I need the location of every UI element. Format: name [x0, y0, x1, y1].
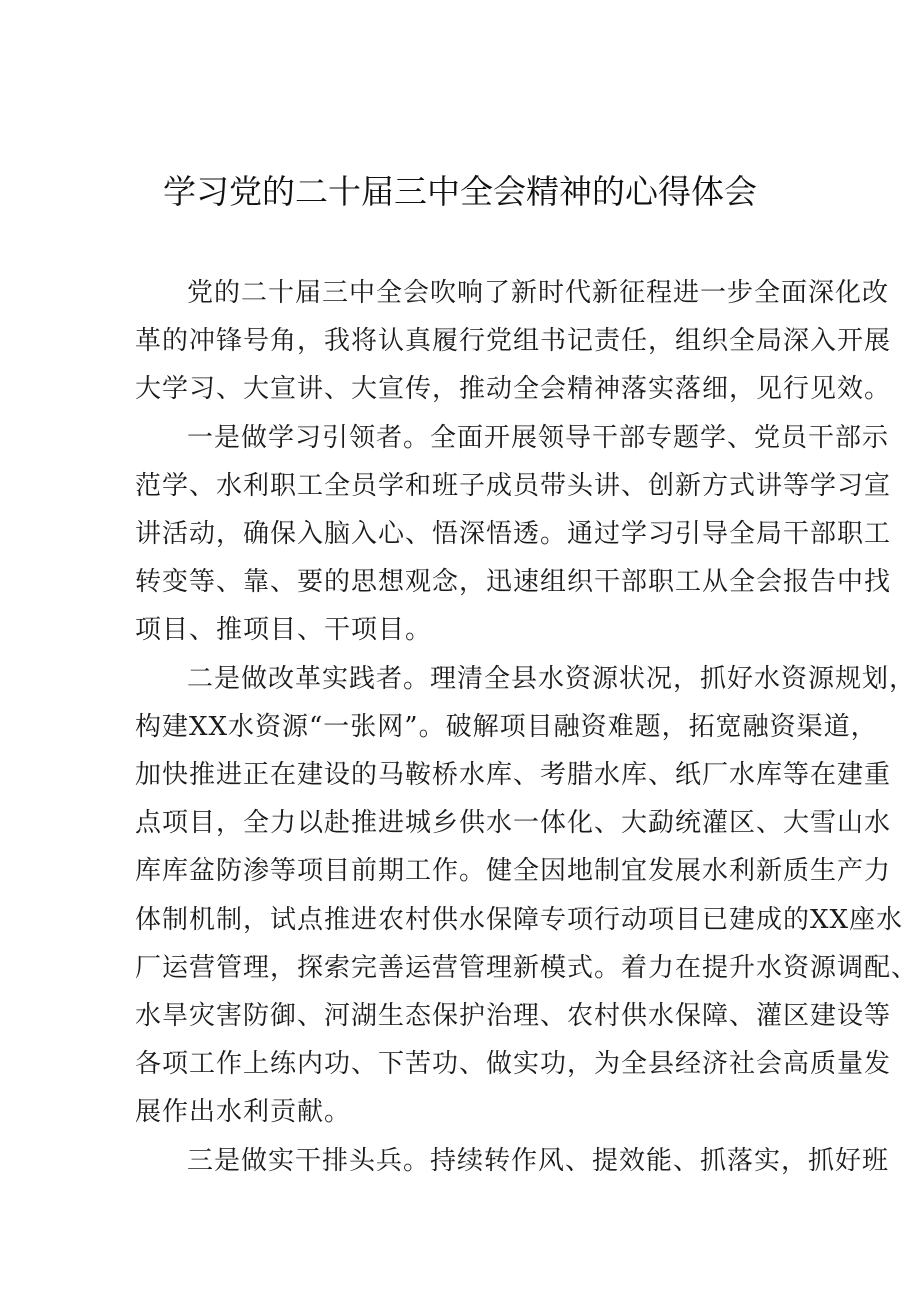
text-line: 转变等、靠、要的思想观念，迅速组织干部职工从全会报告中找	[135, 567, 892, 598]
text-line: 加快推进正在建设的马鞍桥水库、考腊水库、纸厂水库等在建重	[135, 760, 892, 791]
text-line: 展作出水利贡献。	[135, 1097, 352, 1128]
text-line: 水旱灾害防御、河湖生态保护治理、农村供水保障、灌区建设等	[135, 1001, 892, 1032]
text-line: 三是做实干排头兵。持续转作风、提效能、抓落实，抓好班	[187, 1145, 890, 1176]
text-line: 构建XX水资源“一张网”。破解项目融资难题，拓宽融资渠道，	[135, 711, 878, 742]
text-line: 各项工作上练内功、下苦功、做实功，为全县经济社会高质量发	[135, 1049, 892, 1080]
text-line: 一是做学习引领者。全面开展领导干部专题学、党员干部示	[187, 422, 890, 453]
document-body	[135, 269, 919, 1185]
text-line: 库库盆防渗等项目前期工作。健全因地制宜发展水利新质生产力	[135, 856, 892, 887]
text-line: 二是做改革实践者。理清全县水资源状况，抓好水资源规划，	[187, 663, 917, 694]
paragraph-learning-leader	[135, 414, 892, 655]
text-line: 项目、推项目、干项目。	[135, 615, 433, 646]
text-line: 讲活动，确保入脑入心、悟深悟透。通过学习引导全局干部职工	[135, 519, 892, 550]
document-title: 学习党的二十届三中全会精神的心得体会	[163, 172, 757, 211]
paragraph-reform-practitioner	[135, 655, 919, 1137]
paragraph-hard-work-pioneer	[135, 1137, 890, 1185]
paragraph-intro	[135, 269, 892, 414]
text-line: 点项目，全力以赴推进城乡供水一体化、大勐统灌区、大雪山水	[135, 808, 892, 839]
text-line: 大学习、大宣讲、大宣传，推动全会精神落实落细，见行见效。	[135, 374, 892, 405]
text-line: 革的冲锋号角，我将认真履行党组书记责任，组织全局深入开展	[135, 326, 892, 357]
text-line: 范学、水利职工全员学和班子成员带头讲、创新方式讲等学习宣	[135, 470, 892, 501]
text-line: 体制机制，试点推进农村供水保障专项行动项目已建成的XX座水	[135, 904, 904, 935]
text-line: 党的二十届三中全会吹响了新时代新征程进一步全面深化改	[187, 278, 890, 308]
text-line: 厂运营管理，探索完善运营管理新模式。着力在提升水资源调配、	[135, 952, 919, 983]
